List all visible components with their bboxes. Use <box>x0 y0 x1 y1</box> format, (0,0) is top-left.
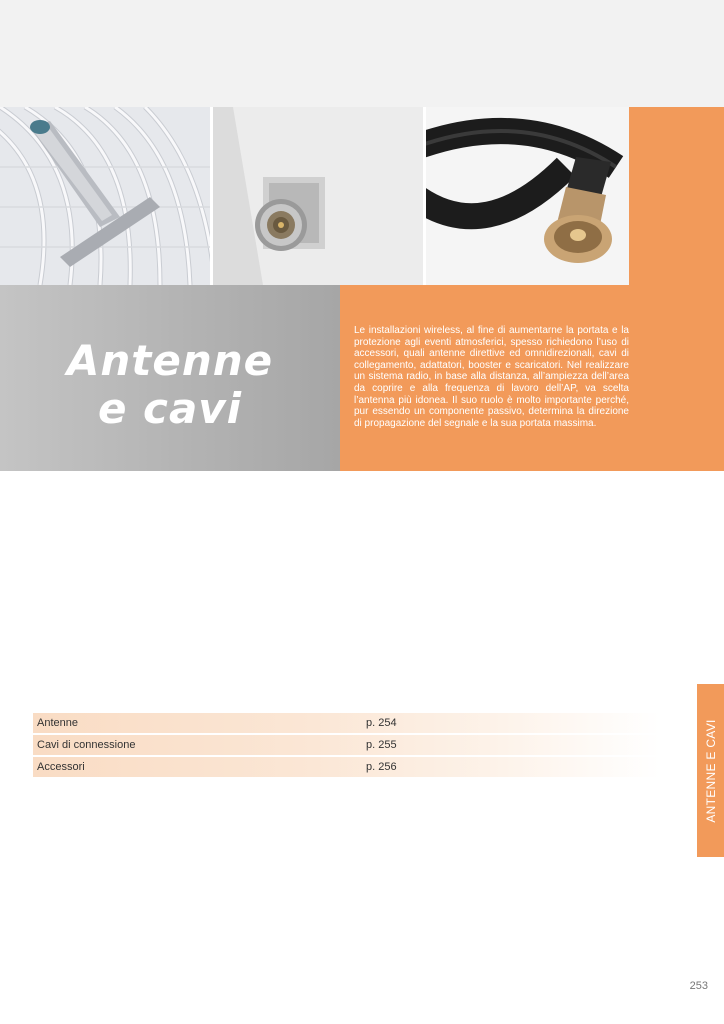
toc-page: p. 254 <box>366 717 397 729</box>
toc-label: Cavi di connessione <box>37 739 136 751</box>
coax-cable-photo <box>426 107 629 285</box>
accent-block <box>629 107 724 285</box>
grid-antenna-photo <box>0 107 210 285</box>
section-side-tab <box>697 684 724 857</box>
title-panel <box>0 285 340 471</box>
title-line-2: e cavi <box>97 384 243 433</box>
panel-antenna-photo <box>213 107 423 285</box>
toc-label: Accessori <box>37 761 85 773</box>
title-line-1: Antenne <box>66 336 274 385</box>
toc-page: p. 256 <box>366 761 397 773</box>
toc-row[interactable] <box>33 735 660 755</box>
intro-text: Le installazioni wireless, al fine di aumentarne la portata e la protezione agli eventi atmosferici, spesso richiedono l’uso di accessori, quali antenne direttive ed omnidirezionali, cavi di collegamento, adattatori, booster e scaricatori. Nel realizzare un sistema radio, in base alla distanza, all’ampiezza dell’area da coprire e alla frequenza di lavoro dell’AP, va scelta l’antenna più idonea. Il suo ruolo è molto importante perché, pur essendo un componente passivo, determina la direzione di propagazione del segnale e la sua portata massima. <box>354 325 629 429</box>
toc-row[interactable] <box>33 713 660 733</box>
table-of-contents <box>33 713 660 779</box>
toc-page: p. 255 <box>366 739 397 751</box>
toc-row[interactable] <box>33 757 660 777</box>
page-title <box>0 337 340 433</box>
intro-panel <box>340 285 724 471</box>
top-band <box>0 0 724 107</box>
page-number: 253 <box>689 980 708 992</box>
toc-label: Antenne <box>37 717 78 729</box>
section-side-tab-label: ANTENNE E CAVI <box>703 718 718 823</box>
